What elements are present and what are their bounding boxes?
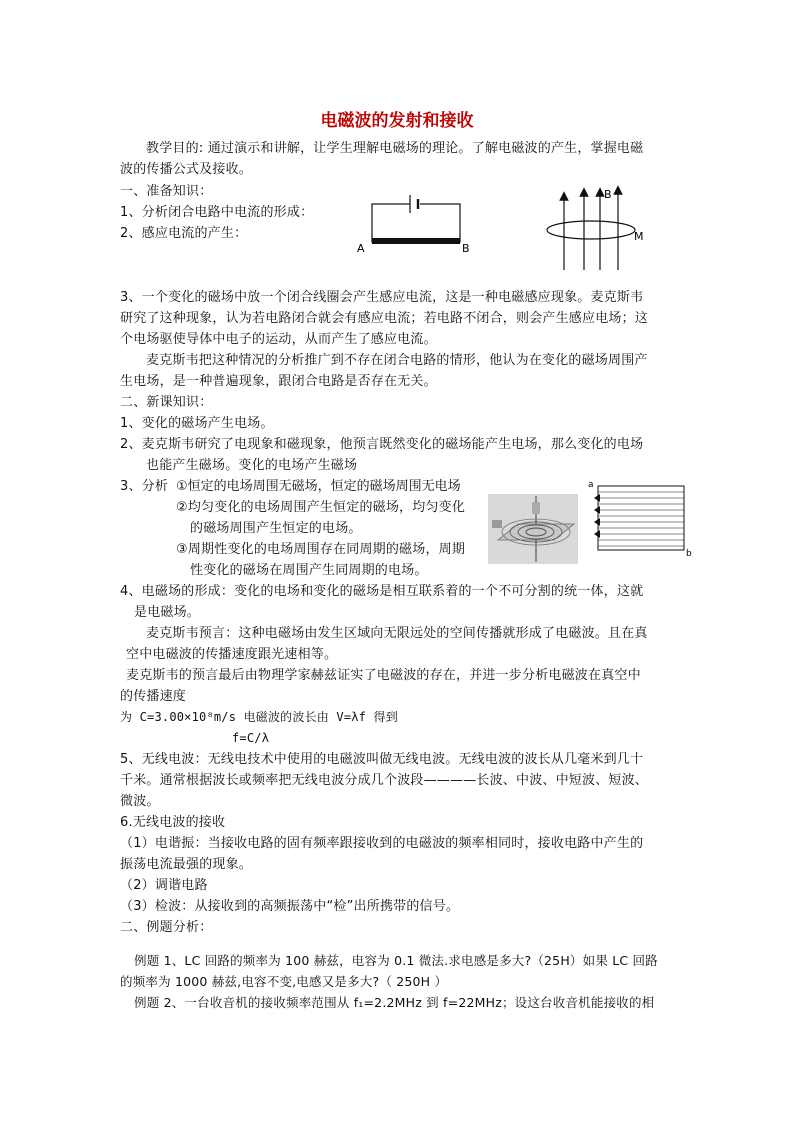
section2-item3-b-line1: ②均匀变化的电场周围产生恒定的磁场，均匀变化 bbox=[176, 500, 466, 515]
section2-item2-line2: 也能产生磁场。变化的电场产生磁场 bbox=[146, 458, 358, 473]
section2-item6-3: （3）检波：从接收到的高频振荡中“检”出所携带的信号。 bbox=[120, 899, 460, 914]
section2-item2-line1: 2、麦克斯韦研究了电现象和磁现象，他预言既然变化的磁场能产生电场，那么变化的电场 bbox=[120, 437, 644, 452]
example1-line2: 的频率为 1000 赫兹,电容不变,电感又是多大?（ 250H ） bbox=[120, 974, 448, 989]
section2-para1-line1: 麦克斯韦预言：这种电磁场由发生区域向无限远处的空间传播就形成了电磁波。且在真 bbox=[146, 626, 648, 641]
section1-item3-line1: 3、一个变化的磁场中放一个闭合线圈会产生感应电流，这是一种电磁感应现象。麦克斯韦 bbox=[120, 290, 644, 305]
loop-label-m: M bbox=[634, 230, 644, 243]
section2-item6-1-line2: 振荡电流最强的现象。 bbox=[120, 857, 253, 872]
circuit-label-a: A bbox=[357, 242, 365, 255]
circuit-diagram bbox=[352, 190, 482, 256]
section2-item5-line2: 千米。通常根据波长或频率把无线电波分成几个波段————长波、中波、中短波、短波、 bbox=[120, 773, 649, 788]
field-lines-diagram bbox=[586, 478, 694, 558]
section1-item1: 1、分析闭合电路中电流的形成： bbox=[120, 205, 314, 220]
section2-para2-line1: 麦克斯韦的预言最后由物理学家赫兹证实了电磁波的存在，并进一步分析电磁波在真空中 bbox=[126, 668, 641, 683]
section1-item2: 2、感应电流的产生： bbox=[120, 226, 248, 241]
section1-heading: 一、准备知识： bbox=[120, 184, 213, 199]
intro-line-1: 教学目的: 通过演示和讲解，让学生理解电磁场的理论。了解电磁波的产生，掌握电磁 bbox=[146, 141, 644, 156]
section2-item3-b-line2: 的磁场周围产生恒定的电场。 bbox=[190, 521, 362, 536]
circuit-label-b: B bbox=[462, 242, 470, 255]
field-label-b: B bbox=[604, 188, 612, 201]
section2-para2-line2: 的传播速度 bbox=[120, 689, 187, 704]
example2-line1: 例题 2、一台收音机的接收频率范围从 f₁=2.2MHz 到 f=22MHz；设这台收音机能接收的相 bbox=[134, 995, 655, 1010]
section1-item3-line3: 个电场驱使导体中电子的运动，从而产生了感应电流。 bbox=[120, 332, 437, 347]
section1-para-line1: 麦克斯韦把这种情况的分析推广到不存在闭合电路的情形，他认为在变化的磁场周围产 bbox=[146, 353, 648, 368]
section2-item3-c-line1: ③周期性变化的电场周围存在同周期的磁场，周期 bbox=[176, 542, 466, 557]
field-label-a: a bbox=[588, 480, 594, 490]
section3-heading: 二、例题分析： bbox=[120, 920, 213, 935]
section2-item5-line1: 5、无线电波：无线电技术中使用的电磁波叫做无线电波。无线电波的波长从几毫米到几十 bbox=[120, 752, 644, 767]
section2-item4-line1: 4、电磁场的形成：变化的电场和变化的磁场是相互联系着的一个不可分割的统一体，这就 bbox=[120, 584, 644, 599]
page-title: 电磁波的发射和接收 bbox=[320, 111, 474, 131]
field-photo-image bbox=[488, 494, 578, 564]
example1-line1: 例题 1、LC 回路的频率为 100 赫兹，电容为 0.1 微法.求电感是多大?（25H）如果 LC 回路 bbox=[134, 953, 658, 968]
section1-item3-line2: 研究了这种现象，认为若电路闭合就会有感应电流；若电路不闭合，则会产生感应电场；这 bbox=[120, 311, 649, 326]
section2-item6: 6.无线电波的接收 bbox=[120, 815, 226, 830]
field-label-b-small: b bbox=[686, 549, 692, 558]
section2-item6-2: （2）调谐电路 bbox=[120, 878, 208, 893]
section2-item4-line2: 是电磁场。 bbox=[134, 605, 201, 620]
section2-item3-a: ①恒定的电场周围无磁场，恒定的磁场周围无电场 bbox=[176, 479, 461, 494]
section2-item3-c-line2: 性变化的磁场在周围产生同周期的电场。 bbox=[190, 563, 428, 578]
section2-item1: 1、变化的磁场产生电场。 bbox=[120, 416, 274, 431]
formula-speed: 为 C=3.00×10⁸m/s 电磁波的波长由 V=λf 得到 bbox=[120, 710, 398, 724]
section2-heading: 二、新课知识： bbox=[120, 395, 213, 410]
formula-frequency: f=C/λ bbox=[232, 731, 270, 745]
section2-para1-line2: 空中电磁波的传播速度跟光速相等。 bbox=[126, 647, 338, 662]
section2-item3-prefix: 3、分析 bbox=[120, 479, 169, 494]
magnetic-loop-diagram bbox=[536, 184, 656, 274]
intro-line-2: 波的传播公式及接收。 bbox=[120, 162, 253, 177]
section2-item6-1-line1: （1）电谐振：当接收电路的固有频率跟接收到的电磁波的频率相同时，接收电路中产生的 bbox=[120, 836, 644, 851]
section1-para-line2: 生电场，是一种普遍现象，跟闭合电路是否存在无关。 bbox=[120, 374, 437, 389]
section2-item5-line3: 微波。 bbox=[120, 794, 160, 809]
